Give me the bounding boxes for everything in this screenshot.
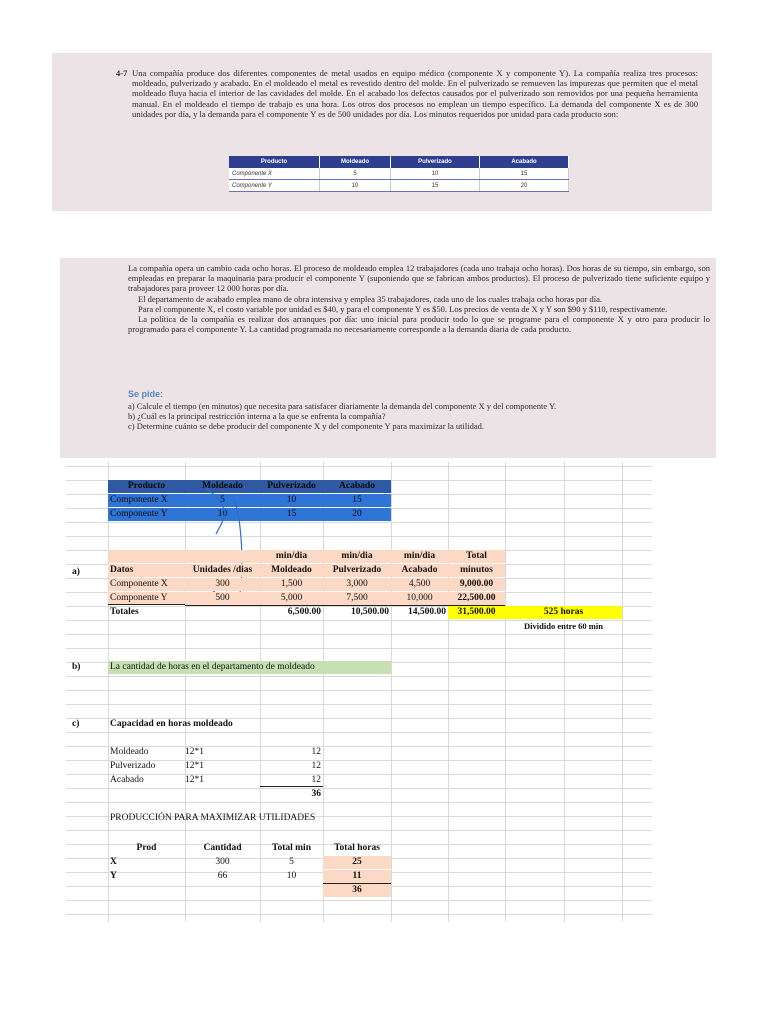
t1-cell: 5 (185, 494, 260, 507)
a-cell: 7,500 (323, 592, 391, 606)
t1-header: Pulverizado (260, 480, 323, 493)
prod-header: Total min (272, 843, 311, 853)
problem-card-1 (52, 53, 712, 211)
se-pide-heading: Se pide: (128, 389, 164, 399)
a-cell: 3,000 (323, 578, 391, 591)
t1-cell: 15 (323, 494, 391, 507)
a-row-label: Componente X (108, 578, 185, 591)
prod-header: Prod (136, 843, 157, 853)
production-title: PRODUCCIÓN PARA MAXIMIZAR UTILIDADES (110, 813, 316, 823)
prod-header: Total horas (334, 843, 380, 853)
col-header: Acabado (480, 156, 569, 168)
capacity-title: Capacidad en horas moldeado (110, 719, 233, 729)
section-c-label: c) (72, 719, 80, 729)
question-c: c) Determine cuánto se debe producir del componente X y del componente Y para maximizar la utilidad. (128, 421, 484, 432)
a-cell: 300 (185, 578, 260, 591)
a-header-top: min/dia (260, 550, 323, 563)
questions (128, 401, 710, 432)
paragraph: La política de la compañía es realizar dos arranques por día: uno inicial para producir todo lo que se programe para el componente X y otro para producir lo programado para el componente Y. La cantidad programada no necesariamente corresponde a la demanda diaria de cada producto. (128, 314, 710, 335)
t1-row-label: Componente Y (108, 508, 185, 521)
table-cell: 10 (391, 168, 480, 180)
hours-note: Dividido entre 60 min (524, 621, 603, 631)
a-header-top: min/dia (391, 550, 448, 563)
problem-body (128, 263, 710, 334)
capacity-formula: 12*1 (185, 775, 204, 785)
capacity-value: 12 (260, 774, 323, 787)
row-label: Componente Y (229, 180, 320, 192)
gridline (448, 462, 449, 922)
t1-header: Acabado (323, 480, 391, 493)
capacity-label: Moldeado (110, 747, 149, 757)
a-header: Datos (108, 564, 185, 577)
gridline (622, 462, 623, 922)
a-header: Acabado (391, 564, 448, 577)
t1-header: Producto (108, 480, 185, 493)
total-cell: 6,500.00 (287, 607, 321, 617)
gridline (391, 462, 392, 922)
table-cell: 15 (391, 180, 480, 192)
prod-hours: 25 (323, 856, 391, 869)
paragraph: El departamento de acabado emplea mano de obra intensiva y emplea 35 trabajadores, cada uno de los cuales trabaja ocho horas por día. (138, 293, 603, 304)
prod-cell: 10 (286, 871, 297, 881)
gridline (505, 462, 506, 922)
hours-cell: 525 horas (505, 606, 622, 619)
a-cell: 5,000 (260, 592, 323, 606)
total-cell: 14,500.00 (408, 607, 446, 617)
capacity-formula: 12*1 (185, 761, 204, 771)
table-cell: 5 (320, 168, 391, 180)
prod-cell: 300 (215, 857, 230, 867)
problem-number: 4-7 (116, 68, 128, 78)
paragraph: La compañía opera un cambio cada ocho horas. El proceso de moldeado emplea 12 trabajadores (cada uno trabaja ocho horas). Dos horas de su tiempo, sin embargo, son empleadas en preparar la maquinaria para producir el componente Y (suponiendo que se fabrican ambos productos). El proceso de pulverizado tiene suficiente equipo y trabajadores para proveer 12 000 horas por día. (128, 263, 710, 294)
gridline (564, 462, 565, 922)
col-header: Producto (229, 156, 320, 168)
a-header-top: Total (448, 550, 505, 563)
totals-label: Totales (110, 607, 139, 617)
col-header: Moldeado (320, 156, 391, 168)
a-cell: 4,500 (391, 578, 448, 591)
a-header-top: min/dia (323, 550, 391, 563)
a-cell: 500 (185, 592, 260, 606)
question-a: a) Calcule el tiempo (en minutos) que necesita para satisfacer diariamente la demanda del componente X y del componente Y. (128, 401, 557, 411)
prod-label: X (110, 857, 117, 867)
grand-total-cell: 31,500.00 (448, 606, 505, 619)
capacity-value: 12 (311, 761, 321, 771)
t1-cell: 10 (185, 508, 260, 521)
capacity-label: Acabado (110, 775, 144, 785)
t1-row-label: Componente X (108, 494, 185, 507)
prod-header: Cantidad (203, 843, 242, 853)
a-cell: 9,000.00 (448, 578, 505, 591)
question-b: b) ¿Cuál es la principal restricción interna a la que se enfrenta la compañía? (128, 411, 386, 422)
capacity-value: 12 (311, 747, 321, 757)
prod-cell: 5 (289, 857, 294, 867)
capacity-label: Pulverizado (110, 761, 156, 771)
section-a-label: a) (72, 567, 80, 577)
a-header: Unidades /dias (185, 564, 260, 577)
table-cell: 20 (480, 180, 569, 192)
answer-b: La cantidad de horas en el departamento de moldeado (108, 661, 391, 674)
problem-statement: Una compañía produce dos diferentes componentes de metal usados en equipo médico (componente X y componente Y). La compañía realiza tres procesos: moldeado, pulverizado y acabado. En el moldeado el metal es revestido dentro del molde. En el pulverizado se remueven las impurezas que permiten que el metal moldeado fluya hacia el interior de las cavidades del molde. En el acabado los defectos causados por el pulverizado son removidos por una pequeña herramienta manual. En el moldeado el tiempo de trabajo es una hora. Los otros dos procesos no emplean un tiempo específico. La demanda del componente X es de 300 unidades por día, y la demanda para el componente Y es de 500 unidades por día. Los minutos requeridos por unidad para cada producto son: (132, 68, 698, 119)
total-cell: 10,500.00 (351, 607, 389, 617)
prod-total: 36 (323, 884, 391, 897)
capacity-formula: 12*1 (185, 747, 204, 757)
a-row-label: Componente Y (108, 592, 185, 605)
row-label: Componente X (229, 168, 320, 180)
a-header: Moldeado (260, 564, 323, 577)
a-cell: 10,000 (391, 592, 448, 606)
problem-card-2 (60, 258, 716, 458)
a-cell: 1,500 (260, 578, 323, 591)
t1-cell: 10 (260, 494, 323, 507)
a-header: Pulverizado (323, 564, 391, 577)
prod-cell: 66 (217, 871, 228, 881)
t1-cell: 20 (323, 508, 391, 521)
paragraph: Para el componente X, el costo variable por unidad es $40, y para el componente Y es $50. Los precios de venta de X y Y son $90 y $110, respectivamente. (138, 303, 668, 314)
col-header: Pulverizado (391, 156, 480, 168)
table-cell: 10 (320, 180, 391, 192)
minutes-table (229, 156, 569, 192)
t1-header: Moldeado (185, 480, 260, 493)
prod-label: Y (110, 871, 117, 881)
section-b-label: b) (72, 662, 81, 672)
table-cell: 15 (480, 168, 569, 180)
a-header-fill (108, 550, 260, 563)
spreadsheet (66, 462, 652, 922)
a-cell: 22,500.00 (448, 592, 505, 606)
prod-hours: 11 (323, 870, 391, 884)
capacity-sum: 36 (311, 789, 321, 799)
t1-cell: 15 (260, 508, 323, 521)
a-header: minutos (448, 564, 505, 577)
